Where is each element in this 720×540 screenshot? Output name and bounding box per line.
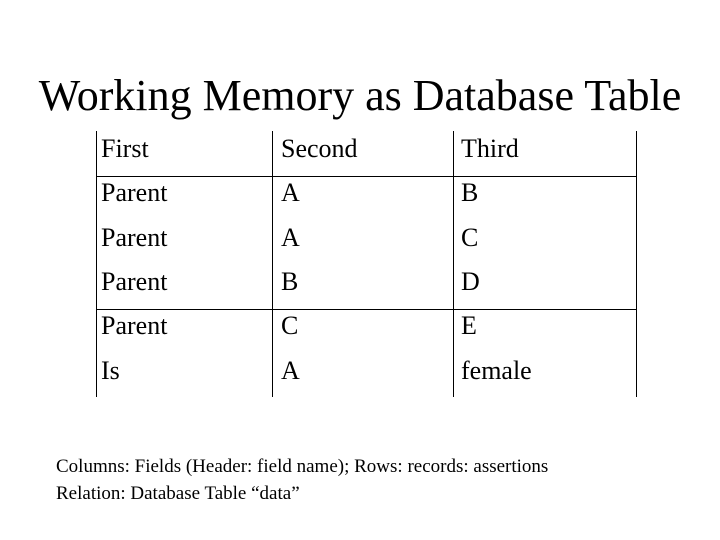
table-cell: D [461, 267, 480, 296]
table-cell: Parent [101, 223, 168, 252]
slide-title: Working Memory as Database Table [38, 71, 682, 120]
table-cell: A [281, 178, 300, 207]
header-cell-second: Second [281, 134, 358, 163]
table-header-divider [96, 176, 637, 177]
table-cell: Parent [101, 311, 168, 340]
header-cell-third: Third [461, 134, 519, 163]
table-row-divider [96, 309, 637, 310]
table-cell: Parent [101, 178, 168, 207]
table-cell: C [281, 311, 299, 340]
table-cell: female [461, 356, 532, 385]
database-table [96, 131, 637, 397]
caption-columns-rows: Columns: Fields (Header: field name); Rows: records: assertions [56, 456, 549, 477]
table-column-divider-2 [453, 131, 454, 397]
table-cell: B [281, 267, 299, 296]
table-cell: A [281, 356, 300, 385]
table-cell: Parent [101, 267, 168, 296]
caption-relation: Relation: Database Table “data” [56, 483, 300, 504]
table-cell: A [281, 223, 300, 252]
table-cell: C [461, 223, 479, 252]
table-column-divider-1 [272, 131, 273, 397]
table-cell: B [461, 178, 479, 207]
table-cell: Is [101, 356, 120, 385]
table-left-border [96, 131, 97, 397]
table-cell: E [461, 311, 477, 340]
table-right-border [636, 131, 637, 397]
header-cell-first: First [101, 134, 149, 163]
